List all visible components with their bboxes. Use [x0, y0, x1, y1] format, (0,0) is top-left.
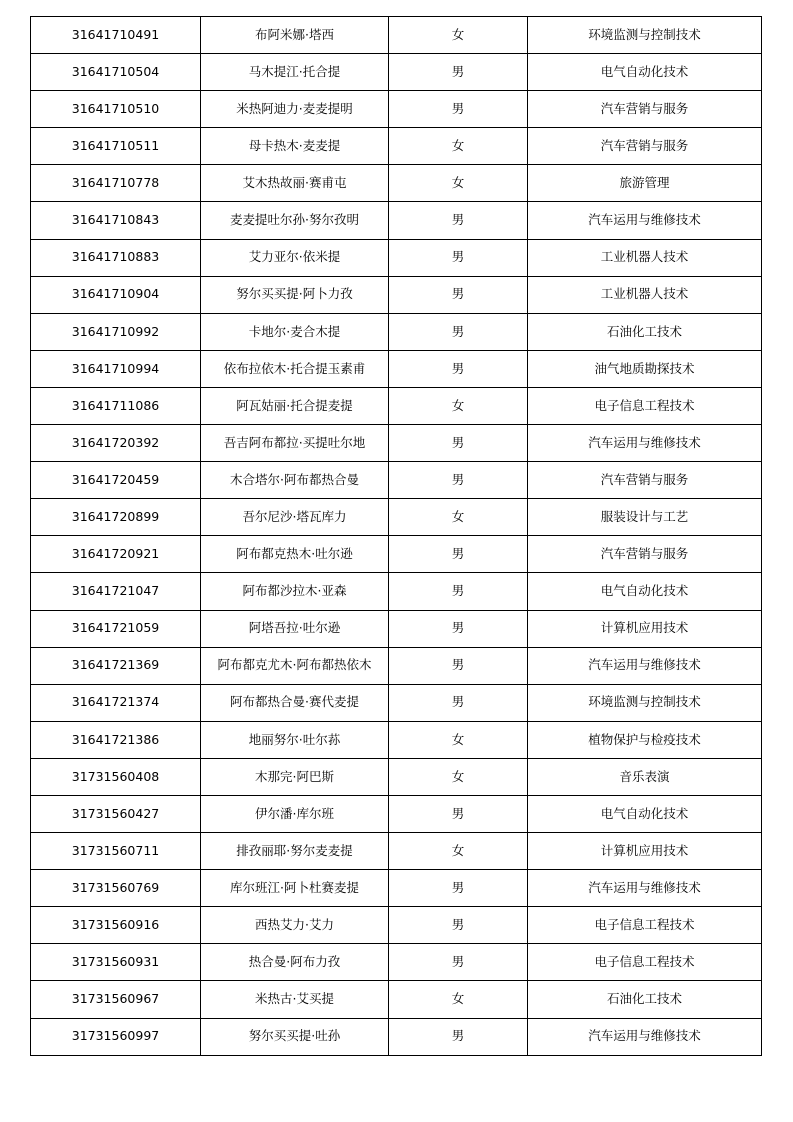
student-id-cell: 31641710992: [31, 313, 201, 350]
student-id-cell: 31731560931: [31, 944, 201, 981]
gender-cell: 男: [389, 870, 528, 907]
gender-cell: 女: [389, 17, 528, 54]
student-id-cell: 31641710883: [31, 239, 201, 276]
table-row: [31, 1018, 762, 1055]
major-cell: 环境监测与控制技术: [528, 684, 762, 721]
major-cell: 电气自动化技术: [528, 795, 762, 832]
student-id-cell: 31641720392: [31, 425, 201, 462]
gender-cell: 男: [389, 944, 528, 981]
gender-cell: 男: [389, 610, 528, 647]
major-cell: 旅游管理: [528, 165, 762, 202]
table-row: [31, 981, 762, 1018]
student-name-cell: 努尔买买提·阿卜力孜: [201, 276, 389, 313]
gender-cell: 男: [389, 54, 528, 91]
student-name-cell: 阿布都沙拉木·亚森: [201, 573, 389, 610]
table-body: [31, 17, 762, 1056]
major-cell: 电气自动化技术: [528, 54, 762, 91]
table-row: [31, 684, 762, 721]
gender-cell: 男: [389, 795, 528, 832]
student-name-cell: 麦麦提吐尔孙·努尔孜明: [201, 202, 389, 239]
table-row: [31, 128, 762, 165]
major-cell: 电子信息工程技术: [528, 907, 762, 944]
major-cell: 电气自动化技术: [528, 573, 762, 610]
student-id-cell: 31641720459: [31, 462, 201, 499]
student-id-cell: 31641710510: [31, 91, 201, 128]
student-id-cell: 31731560427: [31, 795, 201, 832]
student-id-cell: 31731560997: [31, 1018, 201, 1055]
student-name-cell: 马木提江·托合提: [201, 54, 389, 91]
student-id-cell: 31731560711: [31, 833, 201, 870]
student-name-cell: 排孜丽耶·努尔麦麦提: [201, 833, 389, 870]
student-id-cell: 31641721369: [31, 647, 201, 684]
major-cell: 电子信息工程技术: [528, 387, 762, 424]
student-name-cell: 库尔班江·阿卜杜赛麦提: [201, 870, 389, 907]
table-row: [31, 944, 762, 981]
gender-cell: 女: [389, 387, 528, 424]
student-id-cell: 31641721386: [31, 721, 201, 758]
student-id-cell: 31641721374: [31, 684, 201, 721]
gender-cell: 女: [389, 721, 528, 758]
major-cell: 汽车运用与维修技术: [528, 647, 762, 684]
table-row: [31, 721, 762, 758]
gender-cell: 男: [389, 239, 528, 276]
gender-cell: 女: [389, 128, 528, 165]
gender-cell: 男: [389, 684, 528, 721]
gender-cell: 女: [389, 758, 528, 795]
student-id-cell: 31731560916: [31, 907, 201, 944]
gender-cell: 男: [389, 276, 528, 313]
student-name-cell: 吾尔尼沙·塔瓦库力: [201, 499, 389, 536]
student-name-cell: 地丽努尔·吐尔荪: [201, 721, 389, 758]
student-id-cell: 31641720921: [31, 536, 201, 573]
major-cell: 工业机器人技术: [528, 276, 762, 313]
student-name-cell: 艾力亚尔·依米提: [201, 239, 389, 276]
student-name-cell: 依布拉依木·托合提玉素甫: [201, 350, 389, 387]
student-name-cell: 母卡热木·麦麦提: [201, 128, 389, 165]
gender-cell: 男: [389, 1018, 528, 1055]
major-cell: 汽车营销与服务: [528, 536, 762, 573]
student-id-cell: 31641710778: [31, 165, 201, 202]
table-row: [31, 239, 762, 276]
student-id-cell: 31641710511: [31, 128, 201, 165]
major-cell: 汽车运用与维修技术: [528, 202, 762, 239]
gender-cell: 男: [389, 425, 528, 462]
gender-cell: 男: [389, 313, 528, 350]
table-row: [31, 870, 762, 907]
student-id-cell: 31641710504: [31, 54, 201, 91]
student-name-cell: 吾吉阿布都拉·买提吐尔地: [201, 425, 389, 462]
student-name-cell: 卡地尔·麦合木提: [201, 313, 389, 350]
student-name-cell: 阿瓦姑丽·托合提麦提: [201, 387, 389, 424]
student-name-cell: 伊尔潘·库尔班: [201, 795, 389, 832]
major-cell: 植物保护与检疫技术: [528, 721, 762, 758]
student-name-cell: 阿布都克热木·吐尔逊: [201, 536, 389, 573]
table-row: [31, 907, 762, 944]
table-row: [31, 202, 762, 239]
major-cell: 油气地质勘探技术: [528, 350, 762, 387]
student-name-cell: 艾木热故丽·赛甫屯: [201, 165, 389, 202]
student-name-cell: 努尔买买提·吐孙: [201, 1018, 389, 1055]
student-name-cell: 阿布都克尤木·阿布都热依木: [201, 647, 389, 684]
student-id-cell: 31641711086: [31, 387, 201, 424]
student-id-cell: 31641710904: [31, 276, 201, 313]
student-name-cell: 阿布都热合曼·赛代麦提: [201, 684, 389, 721]
gender-cell: 男: [389, 462, 528, 499]
major-cell: 音乐表演: [528, 758, 762, 795]
major-cell: 服装设计与工艺: [528, 499, 762, 536]
table-row: [31, 387, 762, 424]
major-cell: 计算机应用技术: [528, 610, 762, 647]
major-cell: 汽车营销与服务: [528, 91, 762, 128]
student-name-cell: 阿塔吾拉·吐尔逊: [201, 610, 389, 647]
major-cell: 汽车运用与维修技术: [528, 870, 762, 907]
gender-cell: 男: [389, 907, 528, 944]
major-cell: 汽车运用与维修技术: [528, 1018, 762, 1055]
table-row: [31, 91, 762, 128]
student-id-cell: 31731560967: [31, 981, 201, 1018]
student-name-cell: 木合塔尔·阿布都热合曼: [201, 462, 389, 499]
table-row: [31, 647, 762, 684]
student-name-cell: 布阿米娜·塔西: [201, 17, 389, 54]
student-id-cell: 31641721047: [31, 573, 201, 610]
gender-cell: 男: [389, 350, 528, 387]
table-row: [31, 499, 762, 536]
student-table: [30, 16, 762, 1056]
gender-cell: 女: [389, 981, 528, 1018]
major-cell: 电子信息工程技术: [528, 944, 762, 981]
student-id-cell: 31641710843: [31, 202, 201, 239]
student-name-cell: 米热阿迪力·麦麦提明: [201, 91, 389, 128]
table-row: [31, 536, 762, 573]
gender-cell: 男: [389, 573, 528, 610]
gender-cell: 男: [389, 91, 528, 128]
major-cell: 工业机器人技术: [528, 239, 762, 276]
student-id-cell: 31731560408: [31, 758, 201, 795]
table-row: [31, 425, 762, 462]
major-cell: 汽车营销与服务: [528, 128, 762, 165]
student-name-cell: 热合曼·阿布力孜: [201, 944, 389, 981]
table-row: [31, 313, 762, 350]
student-name-cell: 米热古·艾买提: [201, 981, 389, 1018]
table-row: [31, 833, 762, 870]
gender-cell: 女: [389, 499, 528, 536]
table-row: [31, 165, 762, 202]
major-cell: 汽车运用与维修技术: [528, 425, 762, 462]
student-id-cell: 31641721059: [31, 610, 201, 647]
table-row: [31, 54, 762, 91]
major-cell: 计算机应用技术: [528, 833, 762, 870]
gender-cell: 女: [389, 833, 528, 870]
gender-cell: 女: [389, 165, 528, 202]
student-id-cell: 31641710491: [31, 17, 201, 54]
table-row: [31, 276, 762, 313]
gender-cell: 男: [389, 202, 528, 239]
student-name-cell: 西热艾力·艾力: [201, 907, 389, 944]
major-cell: 环境监测与控制技术: [528, 17, 762, 54]
gender-cell: 男: [389, 536, 528, 573]
table-row: [31, 573, 762, 610]
major-cell: 汽车营销与服务: [528, 462, 762, 499]
table-row: [31, 610, 762, 647]
major-cell: 石油化工技术: [528, 981, 762, 1018]
student-id-cell: 31731560769: [31, 870, 201, 907]
table-row: [31, 350, 762, 387]
table-row: [31, 795, 762, 832]
table-row: [31, 17, 762, 54]
major-cell: 石油化工技术: [528, 313, 762, 350]
table-row: [31, 462, 762, 499]
gender-cell: 男: [389, 647, 528, 684]
student-name-cell: 木那完·阿巴斯: [201, 758, 389, 795]
student-id-cell: 31641710994: [31, 350, 201, 387]
table-row: [31, 758, 762, 795]
student-id-cell: 31641720899: [31, 499, 201, 536]
